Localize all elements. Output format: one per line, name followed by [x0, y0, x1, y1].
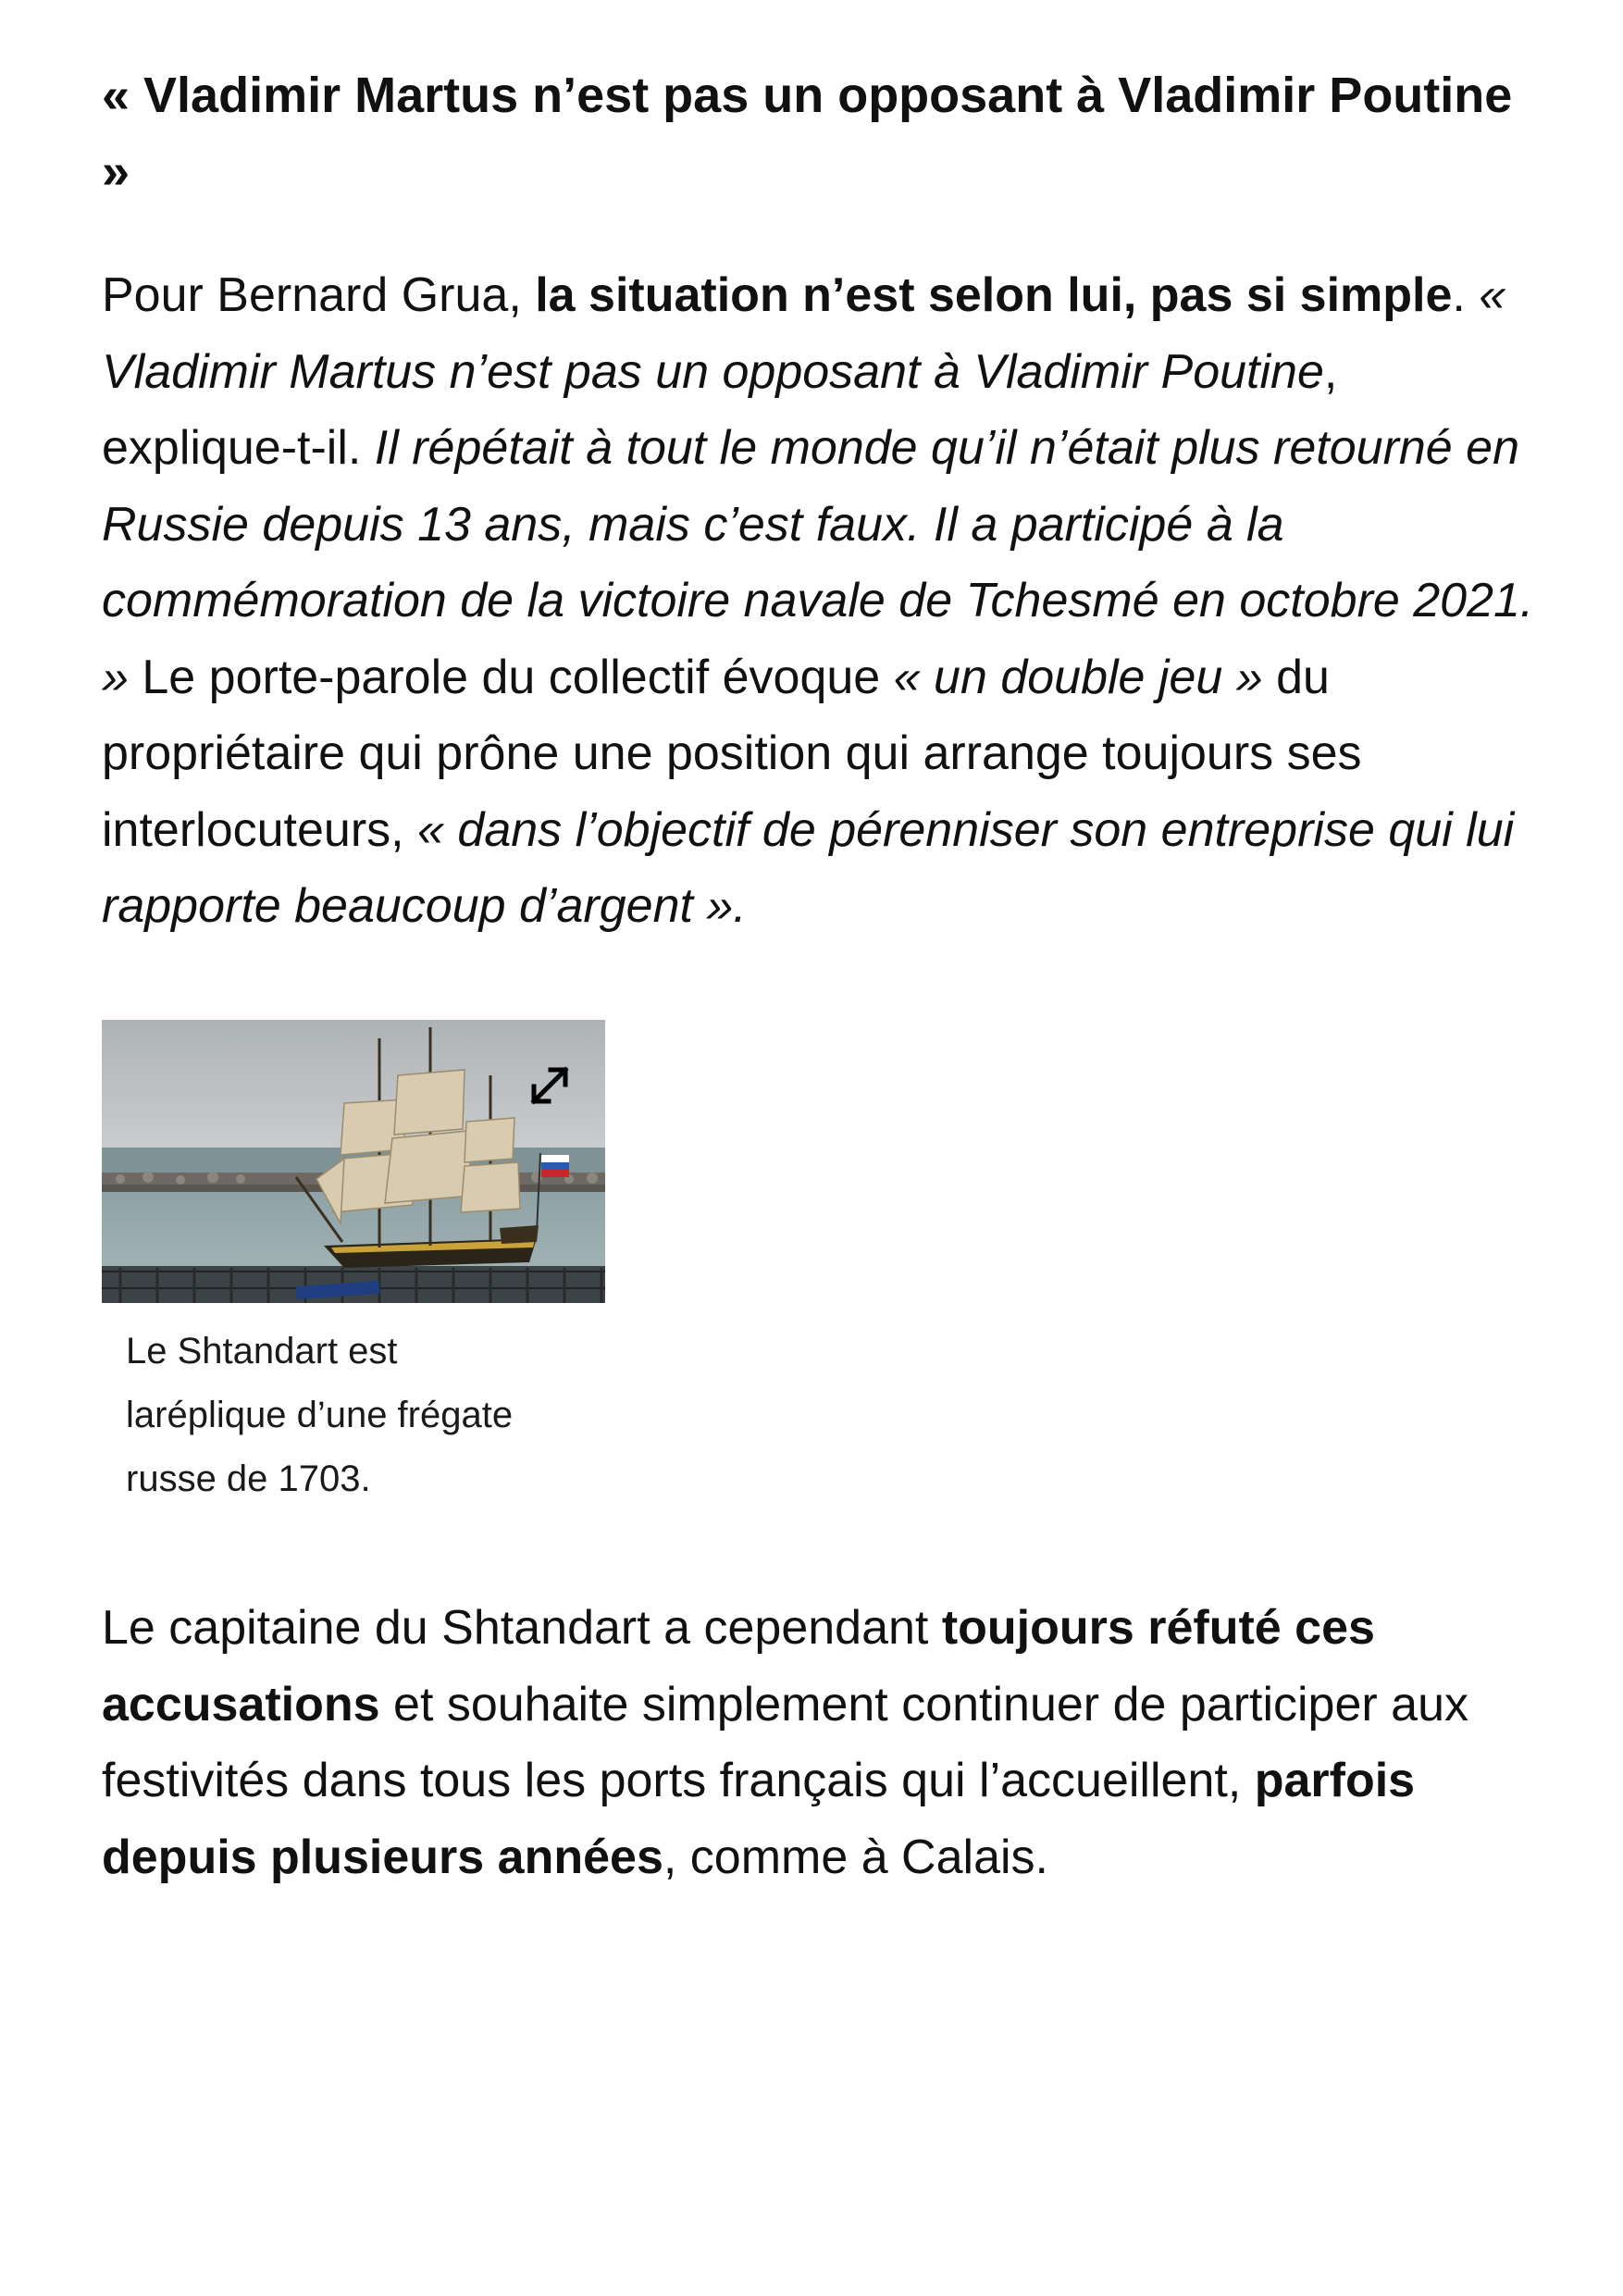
figure-caption: Le Shtandart est laréplique d’une frégate russe de 1703. [126, 1331, 514, 1499]
text-span: . [1452, 268, 1480, 322]
quote-span: « dans l’objectif de pérenniser son entreprise qui lui rapporte beaucoup d’argent ». [102, 802, 1515, 933]
expand-icon[interactable] [523, 1059, 576, 1112]
text-span: , comme à Calais. [663, 1830, 1049, 1884]
bold-span: toujours réfuté ces accusations [102, 1601, 1375, 1731]
quote-span: « un double jeu » [893, 650, 1263, 704]
section-heading: « Vladimir Martus n’est pas un opposant à Vladimir Poutine » [102, 68, 1513, 199]
quote-span: Il répétait à tout le monde qu’il n’était plus retourné en Russie depuis 13 ans, mais c’est faux. Il a participé à la commémoration de la victoire navale de Tchesmé en octobre 2021. » [102, 421, 1534, 704]
text-span: du propriétaire qui prône une position qui arrange toujours ses interlocuteurs, [102, 650, 1362, 857]
article-figure [102, 1020, 605, 1499]
text-span: Pour Bernard Grua, [102, 268, 536, 322]
quote-span: « Vladimir Martus n’est pas un opposant à Vladimir Poutine [102, 268, 1506, 399]
paragraph-1 [102, 257, 1545, 945]
text-span: et souhaite simplement continuer de participer aux festivités dans tous les ports français qui l’accueillent, [102, 1677, 1469, 1807]
text-span: , explique-t-il. [102, 344, 1338, 475]
text-span: Le porte-parole du collectif évoque [128, 650, 894, 704]
bold-span: parfois depuis plusieurs années [102, 1754, 1416, 1884]
text-span: Le capitaine du Shtandart a cependant [102, 1601, 942, 1655]
ship-photo[interactable] [102, 1020, 605, 1303]
bold-span: la situation n’est selon lui, pas si simple [535, 268, 1453, 322]
paragraph-2 [102, 1590, 1545, 1895]
